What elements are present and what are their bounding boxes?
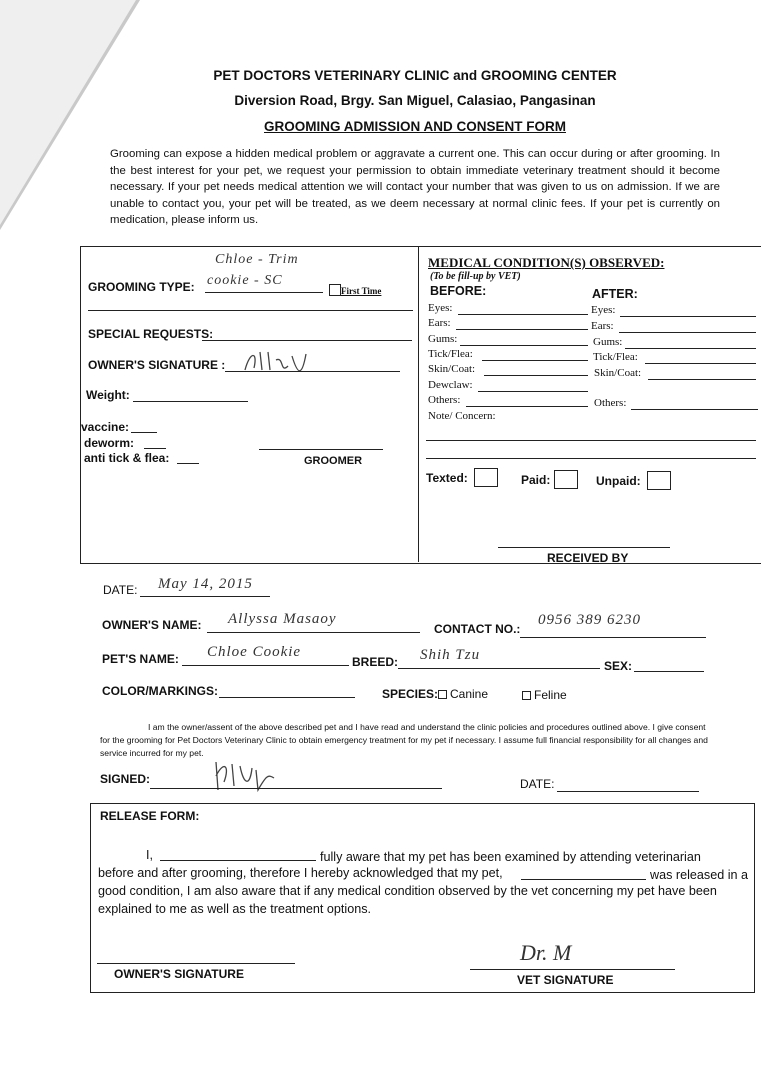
after-skin-line <box>648 379 756 380</box>
before-skin: Skin/Coat: <box>428 363 476 375</box>
canine-label: Canine <box>450 687 489 701</box>
after-tick: Tick/Flea: <box>593 351 638 363</box>
deworm-label: deworm: <box>84 436 135 450</box>
canine-checkbox[interactable] <box>438 690 447 699</box>
pet-name-line <box>182 665 349 666</box>
after-gums-line <box>625 348 756 349</box>
texted-label: Texted: <box>426 471 468 485</box>
date-label: DATE: <box>103 583 138 597</box>
after-eyes: Eyes: <box>591 304 616 316</box>
before-skin-line <box>484 375 588 376</box>
release-text4: good condition, I am also aware that if any medical condition observed by the vet concerning my pet have been explained to me as well as the treatment options. <box>98 884 717 916</box>
contact-label: CONTACT NO.: <box>434 622 521 636</box>
after-others-line <box>631 409 758 410</box>
owner-signature-line <box>225 371 400 372</box>
deworm-line <box>144 448 166 449</box>
date-value: May 14, 2015 <box>158 576 253 592</box>
release-text2: before and after grooming, therefore I hereby acknowledged that my pet, <box>98 866 503 880</box>
received-by-label: RECEIVED BY <box>547 551 629 565</box>
note-label: Note/ Concern: <box>428 410 496 422</box>
special-requests-line <box>202 340 412 341</box>
vet-signature-value: Dr. M <box>520 940 572 965</box>
grooming-type-label: GROOMING TYPE: <box>88 280 195 294</box>
grooming-type-value: cookie - SC <box>207 273 283 288</box>
after-ears: Ears: <box>591 320 614 332</box>
signed-date-line <box>557 791 699 792</box>
note-line-2 <box>426 458 756 459</box>
pet-name-value: Chloe Cookie <box>207 644 302 660</box>
before-gums: Gums: <box>428 333 458 345</box>
breed-line <box>398 668 600 669</box>
grooming-type-second-line <box>88 310 413 311</box>
species-label: SPECIES: <box>382 687 439 701</box>
groomer-line <box>259 449 383 450</box>
after-gums: Gums: <box>593 336 623 348</box>
release-title: RELEASE FORM: <box>100 809 200 823</box>
vaccine-line <box>131 432 157 433</box>
release-text3: was released in a <box>650 868 749 882</box>
release-text1: fully aware that my pet has been examined by attending veterinarian <box>320 850 701 864</box>
groomer-label: GROOMER <box>304 455 363 467</box>
after-eyes-line <box>620 316 756 317</box>
signed-signature-scribble <box>210 756 280 796</box>
release-vet-sig: VET SIGNATURE <box>517 973 614 987</box>
before-tick: Tick/Flea: <box>428 348 473 360</box>
sex-line <box>634 671 704 672</box>
note-line-1 <box>426 440 756 441</box>
owner-name-value: Allyssa Masaoy <box>228 611 337 627</box>
before-label: BEFORE: <box>430 284 487 298</box>
after-label: AFTER: <box>592 287 638 301</box>
before-others-line <box>466 406 588 407</box>
before-others: Others: <box>428 394 461 406</box>
special-requests-label: SPECIAL REQUESTS: <box>88 327 214 341</box>
owner-sig-line <box>97 963 295 964</box>
medical-subtitle: (To be fill-up by VET) <box>430 271 521 282</box>
before-tick-line <box>482 360 588 361</box>
signed-date-label: DATE: <box>520 777 555 791</box>
antitick-line <box>177 463 199 464</box>
unpaid-checkbox[interactable] <box>647 471 671 490</box>
intro-paragraph: Grooming can expose a hidden medical problem or aggravate a current one. This can occur during or after grooming. In the best interest for your pet, we request your permission to obtain immediate veterinary treatment should it become necessary. If your pet needs medical attention we will contact your number that was given to us on admission. If we are unable to contact you, your pet will be treated, as we deem necessary at normal clinic fees. If your pet is currently on medication, please inform us. <box>110 148 720 226</box>
paid-checkbox[interactable] <box>554 470 578 489</box>
grooming-type-note: Chloe - Trim <box>215 252 299 267</box>
after-tick-line <box>645 363 756 364</box>
release-i-label: I, <box>146 848 153 862</box>
after-others: Others: <box>594 397 627 409</box>
antitick-label: anti tick & flea: <box>84 451 170 465</box>
release-pet-line <box>521 879 646 880</box>
release-name-line <box>160 860 316 861</box>
unpaid-label: Unpaid: <box>596 474 641 488</box>
weight-line <box>133 401 248 402</box>
before-eyes: Eyes: <box>428 302 453 314</box>
weight-label: Weight: <box>86 388 130 402</box>
before-eyes-line <box>458 314 588 315</box>
before-dewclaw: Dewclaw: <box>428 379 473 391</box>
first-time-checkbox[interactable] <box>329 284 341 296</box>
clinic-name: PET DOCTORS VETERINARY CLINIC and GROOMING CENTER <box>213 68 617 83</box>
before-gums-line <box>460 345 588 346</box>
vet-sig-line <box>470 969 675 970</box>
texted-checkbox[interactable] <box>474 468 498 487</box>
owner-name-line <box>207 632 420 633</box>
before-ears: Ears: <box>428 317 451 329</box>
vaccine-label: vaccine: <box>81 420 130 434</box>
consent-paragraph: I am the owner/assent of the above described pet and I have read and understand the clinic policies and procedures outlined above. I give consent for the grooming for Pet Doctors Veterinary Clinic to obtain emergency treatment for my pet if necessary. I assume full financial responsibility for all changes and service incurred for my pet. <box>100 722 708 758</box>
clinic-address: Diversion Road, Brgy. San Miguel, Calasiao, Pangasinan <box>234 93 596 108</box>
color-label: COLOR/MARKINGS: <box>102 684 218 698</box>
before-dewclaw-line <box>478 391 588 392</box>
breed-label: BREED: <box>352 655 399 669</box>
grooming-type-line <box>205 292 323 293</box>
breed-value: Shih Tzu <box>420 647 481 663</box>
release-owner-sig: OWNER'S SIGNATURE <box>114 967 244 981</box>
after-skin: Skin/Coat: <box>594 367 642 379</box>
pet-name-label: PET'S NAME: <box>102 652 179 666</box>
contact-line <box>520 637 706 638</box>
date-line <box>140 596 270 597</box>
signed-line <box>150 788 442 789</box>
feline-label: Feline <box>534 688 567 702</box>
feline-checkbox[interactable] <box>522 691 531 700</box>
first-time-label: First Time <box>341 286 382 296</box>
medical-title: MEDICAL CONDITION(S) OBSERVED: <box>428 255 665 270</box>
after-ears-line <box>619 332 756 333</box>
form-title: GROOMING ADMISSION AND CONSENT FORM <box>264 119 566 134</box>
received-by-line <box>498 547 670 548</box>
owner-name-label: OWNER'S NAME: <box>102 618 202 632</box>
paid-label: Paid: <box>521 473 551 487</box>
color-line <box>219 697 355 698</box>
before-ears-line <box>456 329 588 330</box>
contact-value: 0956 389 6230 <box>538 612 641 628</box>
box-divider <box>418 246 419 562</box>
sex-label: SEX: <box>604 659 633 673</box>
owner-signature-label: OWNER'S SIGNATURE : <box>88 358 226 372</box>
signed-label: SIGNED: <box>100 772 151 786</box>
